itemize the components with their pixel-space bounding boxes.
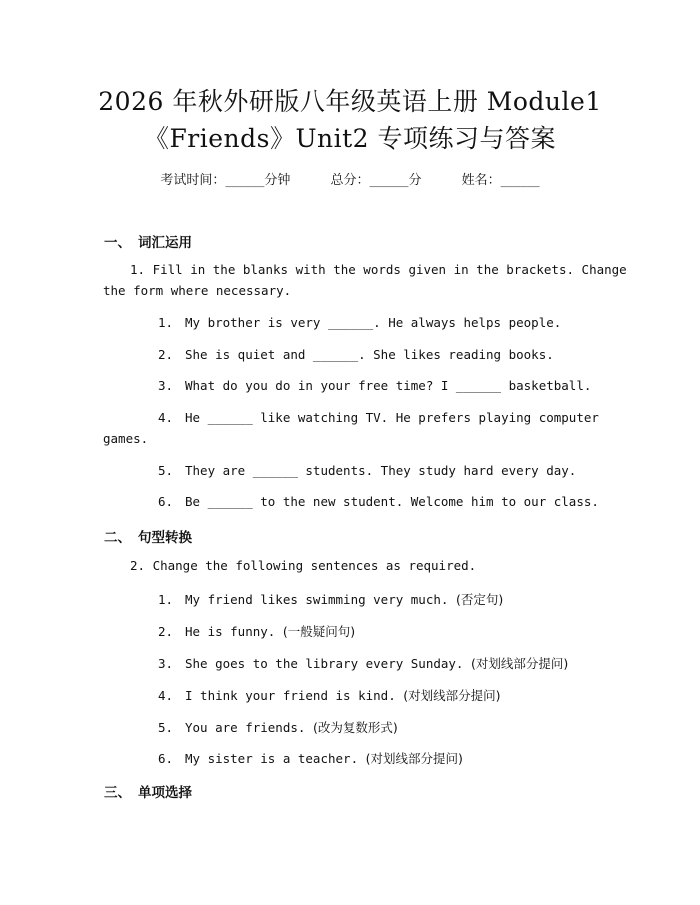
item-text: He is funny. <box>185 624 276 639</box>
item-text: She is quiet and ______. She likes reading books. <box>185 347 554 362</box>
item-requirement: (对划线部分提问) <box>365 751 463 766</box>
item-number: 4. <box>158 410 174 425</box>
section-heading-vocabulary <box>104 231 192 251</box>
question-instruction: 1. Fill in the blanks with the words given in the brackets. Change <box>130 262 627 277</box>
section-number: 二、 <box>104 530 131 546</box>
item-text: My friend likes swimming very much. <box>185 592 449 607</box>
item-number: 6. <box>158 494 174 509</box>
exercise-item <box>158 749 463 767</box>
section-title: 单项选择 <box>138 785 192 801</box>
section-number: 一、 <box>104 235 131 251</box>
item-requirement: (对划线部分提问) <box>403 688 501 703</box>
item-number: 6. <box>158 751 174 766</box>
exercise-item <box>158 718 398 736</box>
exercise-item <box>158 347 554 362</box>
item-text: She goes to the library every Sunday. <box>185 656 464 671</box>
item-requirement: (一般疑问句) <box>282 624 356 639</box>
document-title-line2: 《Friends》Unit2 专项练习与答案 <box>143 124 557 153</box>
exam-time-field: 考试时间：______分钟 <box>160 173 291 188</box>
section-title: 句型转换 <box>138 530 192 546</box>
question-instruction: 2. Change the following sentences as required. <box>130 558 477 573</box>
section-title: 词汇运用 <box>138 235 192 251</box>
item-number: 5. <box>158 720 174 735</box>
item-number: 5. <box>158 463 174 478</box>
exercise-item-continued: games. <box>103 431 149 446</box>
item-text: Be ______ to the new student. Welcome him to our class. <box>185 494 599 509</box>
item-number: 4. <box>158 688 174 703</box>
exercise-item <box>158 686 501 704</box>
section-heading-multiple-choice <box>104 781 192 801</box>
item-number: 2. <box>158 624 174 639</box>
item-number: 2. <box>158 347 174 362</box>
item-number: 1. <box>158 592 174 607</box>
item-text: My sister is a teacher. <box>185 751 359 766</box>
item-text: My brother is very ______. He always helps people. <box>185 315 562 330</box>
exercise-item <box>158 622 355 640</box>
exercise-item <box>158 410 599 425</box>
exercise-item <box>158 590 503 608</box>
section-heading-sentence-transformation <box>104 526 192 546</box>
item-text: I think your friend is kind. <box>185 688 396 703</box>
section-number: 三、 <box>104 785 131 801</box>
exercise-item <box>158 315 561 330</box>
exercise-item <box>158 494 599 509</box>
item-text: They are ______ students. They study hard every day. <box>185 463 577 478</box>
item-requirement: (对划线部分提问) <box>470 656 569 671</box>
exercise-item <box>158 654 568 672</box>
exercise-item <box>158 463 576 478</box>
name-field: 姓名：______ <box>461 173 540 188</box>
total-score-field: 总分：______分 <box>330 173 422 188</box>
item-number: 1. <box>158 315 174 330</box>
item-requirement: (否定句) <box>455 592 504 607</box>
item-requirement: (改为复数形式) <box>312 720 398 735</box>
document-title-line1: 2026 年秋外研版八年级英语上册 Module1 <box>98 87 602 116</box>
exercise-item <box>158 378 591 393</box>
item-text: What do you do in your free time? I ______ basketball. <box>185 378 592 393</box>
question-instruction-continued: the form where necessary. <box>103 283 292 298</box>
item-text: You are friends. <box>185 720 306 735</box>
item-number: 3. <box>158 378 174 393</box>
item-number: 3. <box>158 656 174 671</box>
item-text: He ______ like watching TV. He prefers playing computer <box>185 410 599 425</box>
exam-info <box>0 169 700 188</box>
